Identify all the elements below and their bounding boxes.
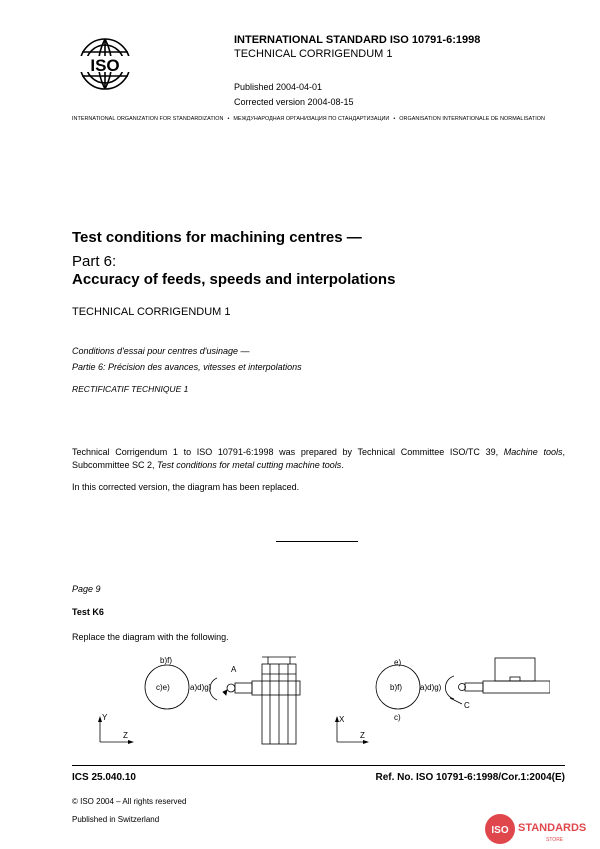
- store-iso-text: ISO: [491, 825, 509, 836]
- right-axis-x: X: [339, 715, 345, 724]
- corrected-date: Corrected version 2004-08-15: [234, 97, 354, 107]
- org-separator: •: [393, 116, 396, 122]
- org-name-fr: ORGANISATION INTERNATIONALE DE NORMALISATION: [399, 116, 545, 122]
- store-sub-text: STORE: [546, 837, 564, 843]
- right-side-label: a)d)g): [420, 683, 442, 692]
- left-side-label: a)d)g): [190, 683, 212, 692]
- left-top-label: b)f): [160, 656, 172, 665]
- org-name-ru: МЕЖДУНАРОДНАЯ ОРГАНИЗАЦИЯ ПО СТАНДАРТИЗАЦИИ: [233, 116, 390, 122]
- standard-title: INTERNATIONAL STANDARD ISO 10791-6:1998: [234, 34, 481, 46]
- reference-number: Ref. No. ISO 10791-6:1998/Cor.1:2004(E): [375, 772, 565, 783]
- footer-rule: [72, 765, 565, 766]
- diagram-left: [100, 657, 300, 744]
- org-separator: •: [227, 116, 230, 122]
- org-name-en: INTERNATIONAL ORGANIZATION FOR STANDARDIZATION: [72, 116, 224, 122]
- left-spindle: [252, 681, 300, 695]
- diagram-right: [337, 658, 550, 742]
- corrigendum-label: TECHNICAL CORRIGENDUM 1: [234, 48, 393, 60]
- title-corrigendum: TECHNICAL CORRIGENDUM 1: [72, 306, 231, 318]
- part-label: Part 6:: [72, 253, 117, 270]
- copyright: © ISO 2004 – All rights reserved: [72, 797, 187, 806]
- french-title: Conditions d'essai pour centres d'usinage —: [72, 346, 250, 356]
- test-label: Test K6: [72, 607, 104, 617]
- test-diagram: [90, 652, 550, 757]
- right-circle-label: b)f): [390, 683, 402, 692]
- right-bottom-label: c): [394, 713, 401, 722]
- correction-note: In this corrected version, the diagram has been replaced.: [72, 482, 300, 492]
- store-text: STANDARDS: [518, 822, 587, 834]
- right-arrow-label: C: [464, 701, 470, 710]
- ics-code: ICS 25.040.10: [72, 772, 136, 783]
- document-title: Test conditions for machining centres —: [72, 229, 362, 246]
- organization-names: [72, 116, 564, 122]
- right-spindle: [483, 681, 550, 693]
- french-corrigendum: RECTIFICATIF TECHNIQUE 1: [72, 384, 189, 394]
- part-subtitle: Accuracy of feeds, speeds and interpolations: [72, 271, 396, 288]
- french-part: Partie 6: Précision des avances, vitesses et interpolations: [72, 362, 302, 372]
- left-arrow-label: A: [231, 665, 237, 674]
- iso-standards-store-logo: [484, 813, 594, 845]
- replace-instruction: Replace the diagram with the following.: [72, 632, 229, 642]
- right-top-label: e): [394, 658, 402, 667]
- left-axis-z: Z: [123, 731, 128, 740]
- right-axis-z: Z: [360, 731, 365, 740]
- iso-logo-text: ISO: [90, 56, 120, 75]
- iso-logo: [72, 34, 138, 94]
- left-axis-y: Y: [102, 713, 108, 722]
- page-reference: Page 9: [72, 584, 101, 594]
- published-in: Published in Switzerland: [72, 815, 160, 824]
- published-date: Published 2004-04-01: [234, 82, 323, 92]
- left-circle-label: c)e): [156, 683, 170, 692]
- intro-paragraph: Technical Corrigendum 1 to ISO 10791-6:1998 was prepared by Technical Committee ISO/TC 39, Machine tools, Subcommittee SC 2, Test conditions for metal cutting machine tools.: [72, 447, 565, 470]
- separator-line: [276, 541, 358, 542]
